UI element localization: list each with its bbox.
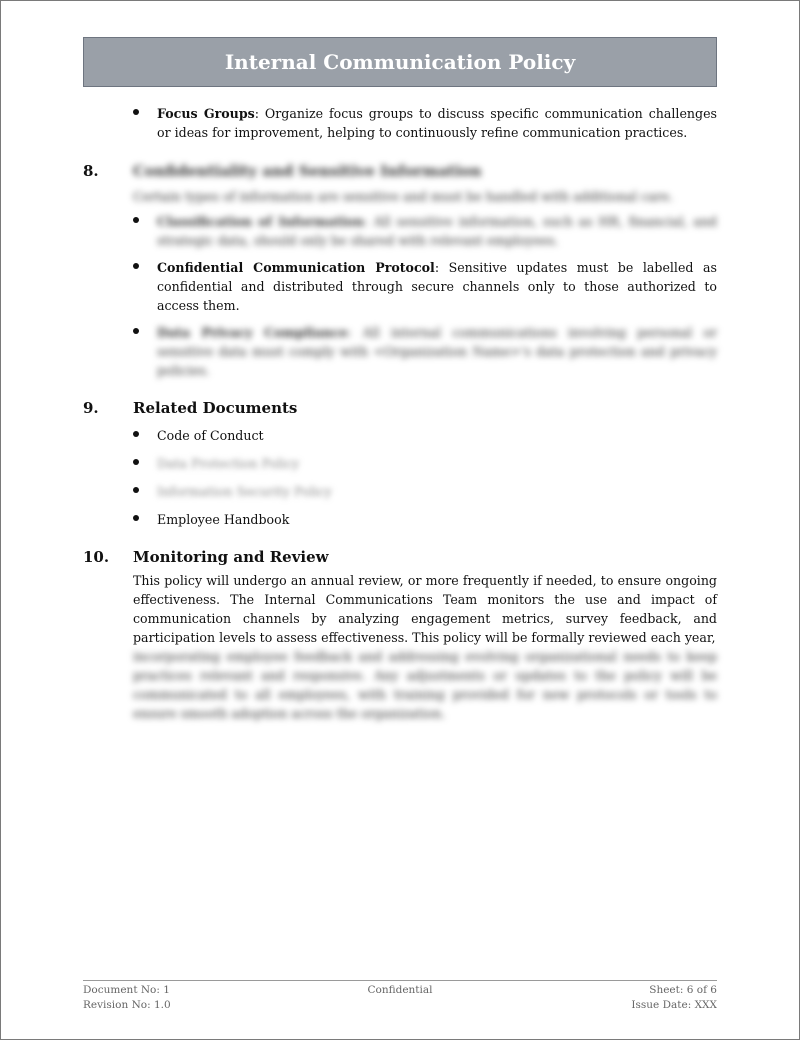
bullet-dot-icon bbox=[133, 109, 139, 115]
related-doc-item bbox=[83, 482, 717, 501]
related-doc-item bbox=[83, 510, 717, 529]
bullet-label: Data Privacy Compliance bbox=[157, 325, 348, 340]
bullet-data-privacy bbox=[83, 323, 717, 380]
bullet-confidential-protocol bbox=[83, 258, 717, 315]
section-10-paragraph: This policy will undergo an annual review, or more frequently if needed, to ensure ongoing effectiveness. The Internal Communications Team monitors the use and impact of communication channels by analyzing engagement metrics, survey feedback, and participation levels to assess effectiveness. This policy will be formally reviewed each year, bbox=[133, 573, 717, 645]
related-doc-label: Code of Conduct bbox=[157, 428, 264, 443]
related-doc-item bbox=[83, 454, 717, 473]
related-doc-item bbox=[83, 426, 717, 445]
section-title: Confidentiality and Sensitive Information bbox=[133, 162, 482, 180]
bullet-dot-icon bbox=[133, 487, 139, 493]
bullet-dot-icon bbox=[133, 217, 139, 223]
footer-revision-no: Revision No: 1.0 bbox=[83, 999, 171, 1011]
section-title: Monitoring and Review bbox=[133, 548, 329, 566]
bullet-text: : All sensitive information, such as HR, financial, and strategic data, should only be shared with relevant employees. bbox=[157, 214, 717, 248]
bullet-classification bbox=[83, 212, 717, 250]
section-9-heading bbox=[83, 396, 717, 420]
bullet-dot-icon bbox=[133, 328, 139, 334]
bullet-dot-icon bbox=[133, 263, 139, 269]
section-number: 8. bbox=[83, 162, 99, 180]
footer-issue-date: Issue Date: XXX bbox=[631, 999, 717, 1011]
bullet-label: Focus Groups bbox=[157, 106, 255, 121]
bullet-label: Classification of Information bbox=[157, 214, 364, 229]
section-number: 9. bbox=[83, 399, 99, 417]
bullet-dot-icon bbox=[133, 459, 139, 465]
footer-sheet: Sheet: 6 of 6 bbox=[649, 984, 717, 996]
bullet-label: Confidential Communication Protocol bbox=[157, 260, 435, 275]
section-title: Related Documents bbox=[133, 399, 298, 417]
footer-classification: Confidential bbox=[367, 984, 433, 996]
page-footer bbox=[83, 980, 717, 1013]
section-10-heading bbox=[83, 545, 717, 569]
bullet-focus-groups bbox=[83, 104, 717, 142]
bullet-text: : All internal communications involving personal or sensitive data must comply with <Organization Name>'s data protection and privacy policies. bbox=[157, 325, 717, 378]
related-doc-label: Information Security Policy bbox=[157, 484, 332, 499]
bullet-text: : Sensitive updates must be labelled as confidential and distributed through secure channels only to those authorized to access them. bbox=[157, 260, 717, 313]
related-doc-label: Data Protection Policy bbox=[157, 456, 300, 471]
bullet-dot-icon bbox=[133, 431, 139, 437]
document-body bbox=[83, 104, 717, 723]
footer-document-no: Document No: 1 bbox=[83, 984, 170, 996]
title-banner bbox=[83, 37, 717, 87]
section-8-intro: Certain types of information are sensitive and must be handled with additional care. bbox=[133, 189, 674, 204]
related-doc-label: Employee Handbook bbox=[157, 512, 290, 527]
section-number: 10. bbox=[83, 548, 110, 566]
section-8-heading bbox=[83, 159, 717, 183]
document-title: Internal Communication Policy bbox=[224, 50, 576, 74]
bullet-text: : Organize focus groups to discuss specific communication challenges or ideas for improvement, helping to continuously refine communication practices. bbox=[157, 106, 717, 140]
bullet-dot-icon bbox=[133, 515, 139, 521]
section-10-paragraph-continued: incorporating employee feedback and addressing evolving organizational needs to keep practices relevant and responsive. Any adjustments or updates to the policy will be communicated to all employees, with training provided for new protocols or tools to ensure smooth adoption across the organization. bbox=[133, 649, 717, 721]
